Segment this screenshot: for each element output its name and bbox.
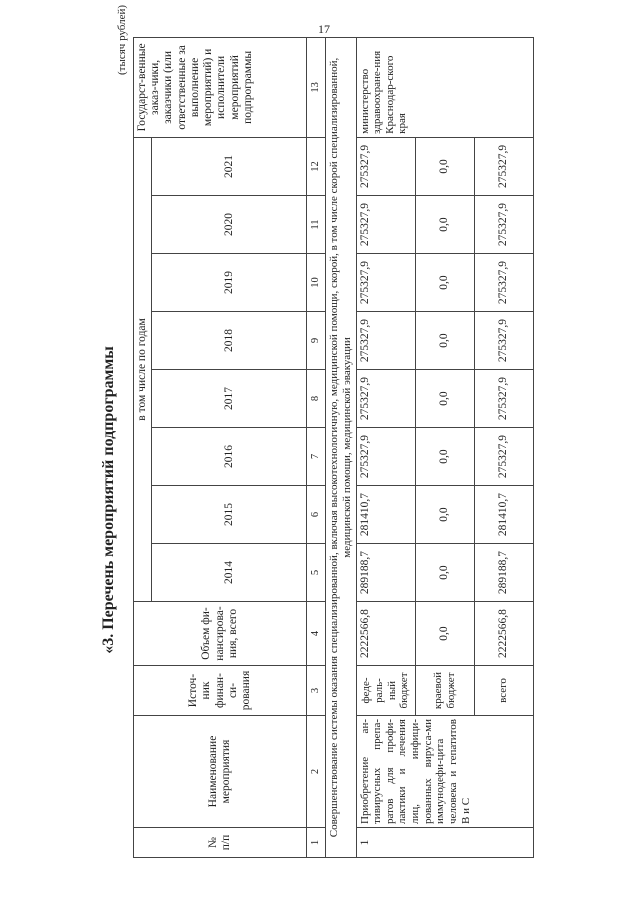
item-number: 1 [356,828,533,858]
header-by-years: в том числе по годам [134,137,152,601]
column-number: 1 [307,828,326,858]
responsible-party: министерство здравоохране-ния Краснодар-ского края [356,37,533,137]
year-value: 275327,9 [474,137,533,195]
column-number: 5 [307,544,326,602]
year-value: 275327,9 [356,254,415,312]
header-source: Источ-ник финан-си-рования [134,666,307,716]
header-name: Наименование мероприятия [134,716,307,828]
year-value: 0,0 [415,137,474,195]
year-value: 275327,9 [356,196,415,254]
column-number: 11 [307,196,326,254]
year-value: 275327,9 [356,137,415,195]
header-year: 2018 [152,312,307,370]
total-value: 2222566,8 [474,602,533,666]
page-title: «3. Перечень мероприятий подпрограммы [100,346,117,654]
column-number: 2 [307,716,326,828]
year-value: 0,0 [415,544,474,602]
year-value: 0,0 [415,254,474,312]
header-volume: Объем фи-нансирова-ния, всего [134,602,307,666]
header-year: 2020 [152,196,307,254]
funding-source: всего [474,666,533,716]
units-note: (тысяч рублей) [116,4,128,75]
column-number: 3 [307,666,326,716]
column-number: 8 [307,370,326,428]
year-value: 275327,9 [474,196,533,254]
header-year: 2019 [152,254,307,312]
year-value: 275327,9 [474,428,533,486]
year-value: 0,0 [415,428,474,486]
item-name: Приобретение ан-тивирусных препа-ратов для профи-лактики и лечения лиц, инфици-рованных вируса-ми иммунодефи-цита человека и гепатитов B и C [356,716,533,828]
header-year: 2014 [152,544,307,602]
header-customer: Государст-венные заказ-чики, заказчики (или ответственные за выполнение мероприятий) и исполнители мероприятий подпрограммы [134,37,307,137]
total-value: 0,0 [415,602,474,666]
year-value: 281410,7 [356,486,415,544]
year-value: 275327,9 [356,428,415,486]
column-number: 12 [307,137,326,195]
header-year: 2016 [152,428,307,486]
year-value: 275327,9 [474,370,533,428]
year-value: 0,0 [415,370,474,428]
year-value: 0,0 [415,486,474,544]
table-row [356,37,415,857]
year-value: 275327,9 [474,312,533,370]
column-number: 9 [307,312,326,370]
year-value: 275327,9 [356,312,415,370]
section-title: Совершенствование системы оказания специализированной, включая высокотехнологичную, медицинской помощи, скорой, в том числе скорой специализированной, медицинской помощи, медицинской эвакуации [326,37,356,857]
page-number: 17 [318,22,330,36]
column-numbers-row [307,37,326,857]
funding-source: феде-раль-ный бюджет [356,666,415,716]
header-year: 2015 [152,486,307,544]
activities-table [133,37,534,858]
total-value: 2222566,8 [356,602,415,666]
header-year: 2017 [152,370,307,428]
funding-source: краевой бюджет [415,666,474,716]
year-value: 0,0 [415,196,474,254]
year-value: 289188,7 [474,544,533,602]
header-num: № п/п [134,828,307,858]
year-value: 275327,9 [474,254,533,312]
header-year: 2021 [152,137,307,195]
year-value: 281410,7 [474,486,533,544]
column-number: 10 [307,254,326,312]
column-number: 4 [307,602,326,666]
year-value: 0,0 [415,312,474,370]
year-value: 289188,7 [356,544,415,602]
column-number: 13 [307,37,326,137]
column-number: 6 [307,486,326,544]
year-value: 275327,9 [356,370,415,428]
column-number: 7 [307,428,326,486]
